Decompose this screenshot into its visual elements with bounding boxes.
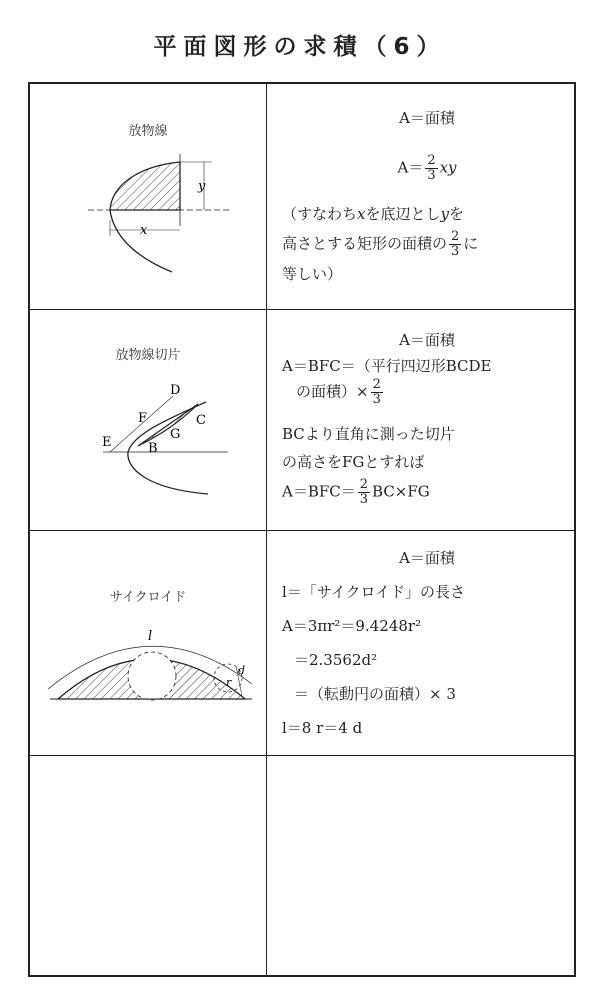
- label-r: r: [226, 676, 232, 689]
- page-title: 平面図形の求積（6）: [153, 34, 447, 60]
- label-E: E: [102, 435, 112, 450]
- label-F: F: [138, 411, 148, 426]
- row-name-cycloid: サイクロイド: [109, 590, 187, 605]
- cycloid-formula-2: ＝2.3562d²: [294, 651, 378, 669]
- parabolic-segment-diagram: [88, 374, 258, 514]
- cycloid-length-def: l＝「サイクロイド」の長さ: [282, 583, 465, 601]
- label-l: l: [148, 629, 153, 644]
- segment-formula-1: A＝BFC＝（平行四辺形BCDE: [282, 357, 492, 375]
- parabola-note-line-1: （すなわちxを底辺としyを: [282, 205, 464, 223]
- parabola-curve: [110, 210, 172, 272]
- formula-table: [28, 82, 576, 977]
- label-d: d: [238, 664, 246, 677]
- label-B: B: [148, 441, 158, 456]
- parabola-note-line-2: 高さとする矩形の面積の $\frac{2}{3}$ に: [282, 229, 479, 259]
- segment-formula-3: A＝BFC＝ $\frac{2}{3}$ BC×FG: [282, 477, 430, 507]
- row-name-parabola: 放物線: [128, 124, 168, 139]
- segment-formula-2: の面積）× $\frac{2}{3}$: [296, 377, 381, 407]
- parabola-formula: A＝ $\frac{2}{3}$ xy: [397, 153, 457, 183]
- cycloid-area-def: A＝面積: [399, 549, 455, 567]
- parabola-diagram: [80, 144, 260, 284]
- parabola-area: [110, 162, 180, 210]
- label-C: C: [196, 413, 206, 428]
- cycloid-diagram: [40, 624, 260, 714]
- segment-note-1: BCより直角に測った切片: [282, 425, 455, 443]
- segment-note-2: の高さをFGとすれば: [282, 453, 425, 471]
- label-x: x: [140, 223, 148, 238]
- cycloid-formula-3: ＝（転動円の面積）× 3: [294, 685, 456, 703]
- cycloid-formula-1: A＝3πr²＝9.4248r²: [282, 617, 422, 635]
- parabola-note-line-3: 等しい）: [282, 265, 343, 283]
- row-divider: [30, 530, 574, 531]
- cycloid-formula-4: l＝8 r＝4 d: [282, 719, 363, 737]
- row-divider: [30, 755, 574, 756]
- row-name-parabolic-segment: 放物線切片: [115, 348, 181, 363]
- label-G: G: [170, 427, 181, 442]
- label-y: y: [198, 179, 206, 194]
- parabola-area-def: A＝面積: [399, 109, 455, 127]
- segment-area-def: A＝面積: [399, 331, 455, 349]
- label-D: D: [170, 383, 181, 398]
- row-divider: [30, 309, 574, 310]
